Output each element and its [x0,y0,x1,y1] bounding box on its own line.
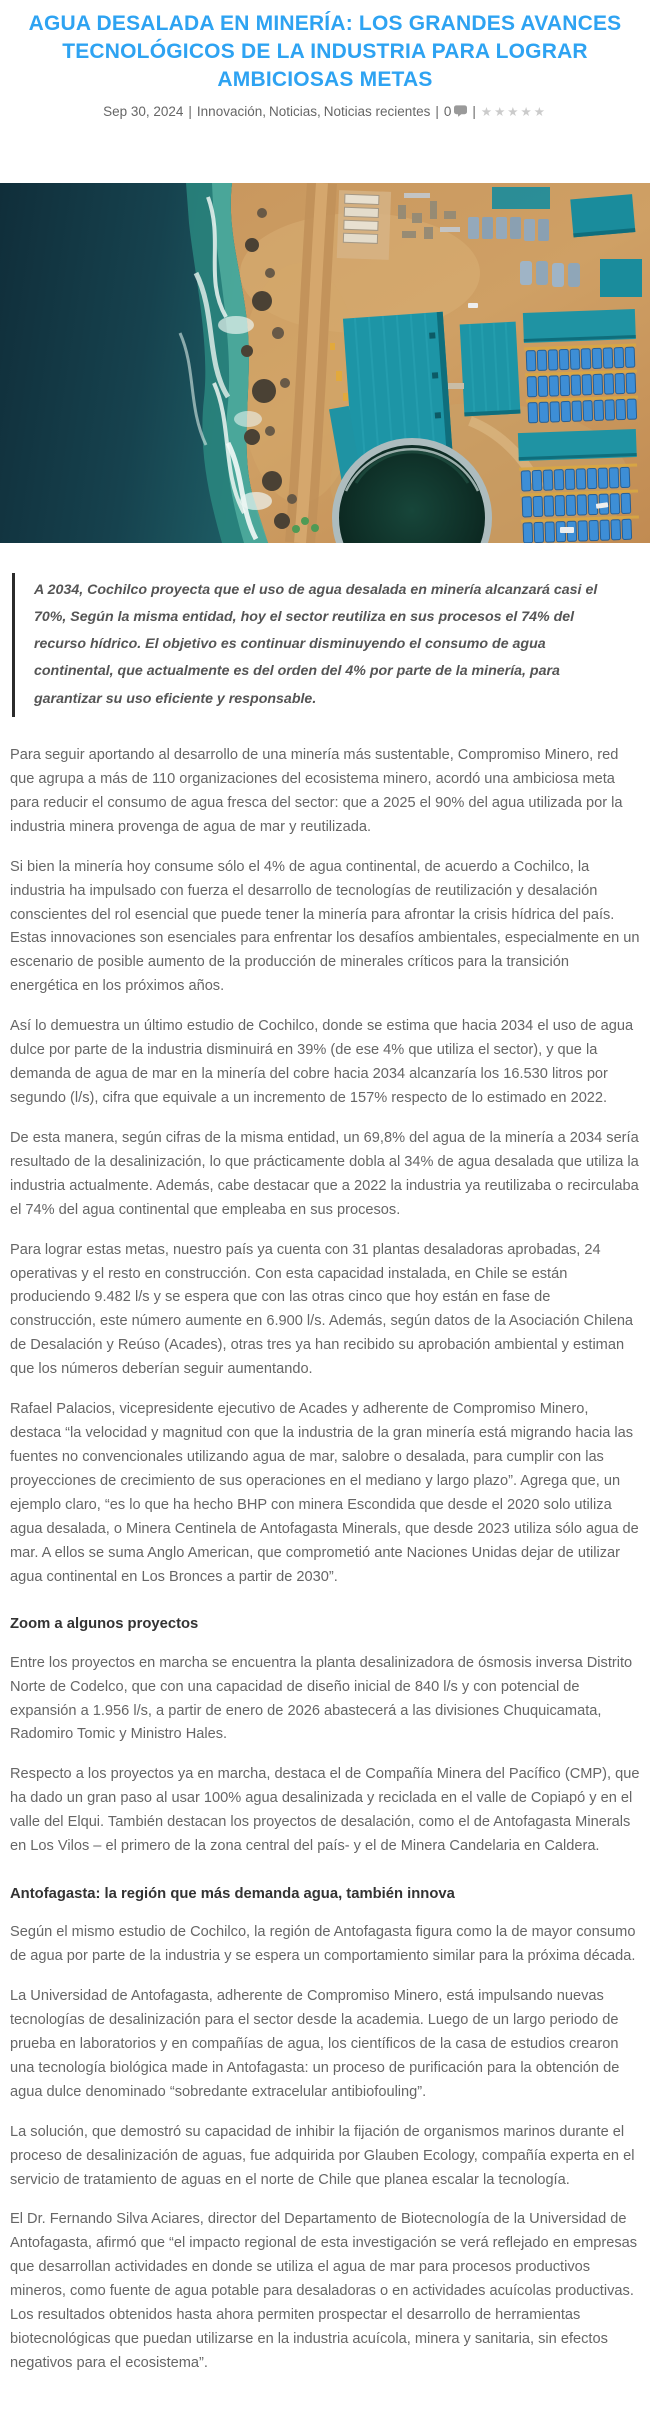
paragraph-fernando-silva: El Dr. Fernando Silva Aciares, director del Departamento de Biotecnología de la Universidad de Antofagasta, afirmó que “el impacto regional de esta investigación se verá reflejado en empresas que desarrollan actividades en donde se utiliza el agua de mar para procesos productivos mineros, como fuente de agua potable para desaladoras o en actividades acuícolas productivas. Los resultados obtenidos hasta ahora permiten prospectar el desarrollo de herramientas biotecnológicas que puedan utilizarse en la industria acuícola, minera y sanitaria, sin efectos negativos para el ecosistema”. [10,2211,638,2371]
post-meta [28,103,622,122]
article-body [0,543,650,2410]
category-link-innovacion[interactable]: Innovación [196,103,263,119]
post-header [0,0,650,122]
paragraph-glauben-ecology: La solución, que demostró su capacidad de inhibir la fijación de organismos marinos durante el proceso de desalinización de aguas, fue adquirida por Glauben Ecology, compañía experta en el servicio de tratamiento de aguas en el norte de Chile que planea escalar la tecnología. [10,2123,635,2188]
meta-comma: , [262,103,266,119]
hero-image [0,183,650,543]
subheading-zoom-proyectos: Zoom a algunos proyectos [10,1616,199,1633]
paragraph-compromiso-minero: Para seguir aportando al desarrollo de una minería más sustentable, Compromiso Minero, red que agrupa a más de 110 organizaciones del ecosistema minero, acordó una ambiciosa meta para reducir el consumo de agua fresca del sector: que a 2025 el 90% del agua utilizada por la industria minera provenga de agua de mar y reutilizada. [10,746,623,835]
meta-separator: | [435,103,439,119]
paragraph-rafael-palacios: Rafael Palacios, vicepresidente ejecutivo de Acades y adherente de Compromiso Minero, destaca “la velocidad y magnitud con que la industria de la gran minería está migrando hacia las fuentes no convencionales utilizando agua de mar, salobre o desalada, para cumplir con las proyecciones de crecimiento de sus operaciones en el mediano y largo plazo”. Agrega que, un ejemplo claro, “es lo que ha hecho BHP con minera Escondida que desde el 2020 solo utiliza agua desalada, o Minera Centinela de Antofagasta Minerals, que desde 2023 utiliza sólo agua de mar. A ellos se suma Anglo American, que comprometió ante Naciones Unidas dejar de utilizar agua continental en Los Bronces a partir de 2030”. [10,1401,639,1585]
meta-separator: | [188,103,192,119]
comment-count-link[interactable] [444,104,468,119]
meta-comma: , [317,103,321,119]
paragraph-plantas-desaladoras: Para lograr estas metas, nuestro país ya cuenta con 31 plantas desaladoras aprobadas, 24 operativas y el resto en construcción. Con esta capacidad instalada, en Chile se están produciendo 9.482 l/s y se espera que con las otras cinco que hoy están en fase de construcción, este número aumente en 6.900 l/s. Además, según datos de la Asociación Chilena de Desalación y Reúso (Acades), otras tres ya han recibido su aprobación ambiental y estiman que los números deberían seguir aumentando. [10,1241,634,1378]
comment-icon [454,105,467,117]
paragraph-cifras-entidad: De esta manera, según cifras de la misma entidad, un 69,8% del agua de la minería a 2034 sería resultado de la desalinización, lo que prácticamente dobla al 34% de agua desalada que utiliza la industria actualmente. Además, cabe destacar que a 2022 la industria ya reutilizaba o recirculaba el 74% del agua continental que empleaba en sus procesos. [10,1129,639,1218]
category-link-noticias-recientes[interactable]: Noticias recientes [323,103,431,119]
post-title: AGUA DESALADA EN MINERÍA: LOS GRANDES AVANCES TECNOLÓGICOS DE LA INDUSTRIA PARA LOGRAR AMBICIOSAS METAS [28,12,622,91]
post-date: Sep 30, 2024 [103,103,184,119]
paragraph-cmp: Respecto a los proyectos ya en marcha, destaca el de Compañía Minera del Pacífico (CMP), que ha dado un gran paso al usar 100% agua desalinizada y reciclada en el valle de Copiapó y en el valle del Elqui. También destacan los proyectos de desalación, como el de Antofagasta Minerals en Los Vilos – el primero de la zona central del país- y el de Minera Candelaria en Caldera. [10,1766,640,1855]
category-link-noticias[interactable]: Noticias [269,103,318,119]
paragraph-distrito-norte-codelco: Entre los proyectos en marcha se encuentra la planta desalinizadora de ósmosis inversa Distrito Norte de Codelco, que con una capacidad de diseño inicial de 840 l/s y con potencial de expansión a 1.956 l/s, a partir de enero de 2026 abastecerá a las divisiones Chuquicamata, Radomiro Tomic y Ministro Hales. [10,1654,633,1743]
paragraph-universidad-antofagasta: La Universidad de Antofagasta, adherente de Compromiso Minero, está impulsando nuevas tecnologías de desalinización para el sector desde la academia. Luego de un largo periodo de prueba en laboratorios y en compañías de agua, los científicos de la casa de estudios crearon una tecnología biológica made in Antofagasta: un proceso de purificación para la obtención de agua dulce denominado “sobredante extracelular antibiofouling”. [10,1988,620,2100]
meta-separator: | [472,103,476,119]
desalination-plant-aerial-photo [0,183,650,543]
subheading-antofagasta: Antofagasta: la región que más demanda agua, también innova [10,1886,455,1903]
rating-stars[interactable]: ★★★★★ [480,104,547,119]
paragraph-consumo-antofagasta: Según el mismo estudio de Cochilco, la región de Antofagasta figura como la de mayor consumo de agua por parte de la industria y se espera un comportamiento similar para la próxima década. [10,1924,636,1965]
paragraph-tecnologias: Si bien la minería hoy consume sólo el 4% de agua continental, de acuerdo a Cochilco, la industria ha impulsado con fuerza el desarrollo de tecnologías de reutilización y desalación conscientes del rol esencial que puede tener la minería para afrontar la crisis hídrica del país. Estas innovaciones son esenciales para enfrentar los desafíos ambientales, especialmente en un escenario de posible aumento de la producción de minerales críticos para la transición energética en los próximos años. [10,858,640,995]
comment-count: 0 [443,103,452,119]
lead-blockquote: A 2034, Cochilco proyecta que el uso de agua desalada en minería alcanzará casi el 70%, Según la misma entidad, hoy el sector reutiliza en sus procesos el 74% del recurso hídrico. El objetivo es continuar disminuyendo el consumo de agua continental, que actualmente es del orden del 4% por parte de la minería, para garantizar su uso eficiente y responsable. [12,573,640,717]
paragraph-estudio-cochilco: Así lo demuestra un último estudio de Cochilco, donde se estima que hacia 2034 el uso de agua dulce por parte de la industria disminuirá en 39% (de ese 4% que utiliza el sector), y que la demanda de agua de mar en la minería del cobre hacia 2034 alcanzaría los 16.530 litros por segundo (l/s), cifra que equivale a un incremento de 157% respecto de lo estimado en 2022. [10,1018,634,1106]
